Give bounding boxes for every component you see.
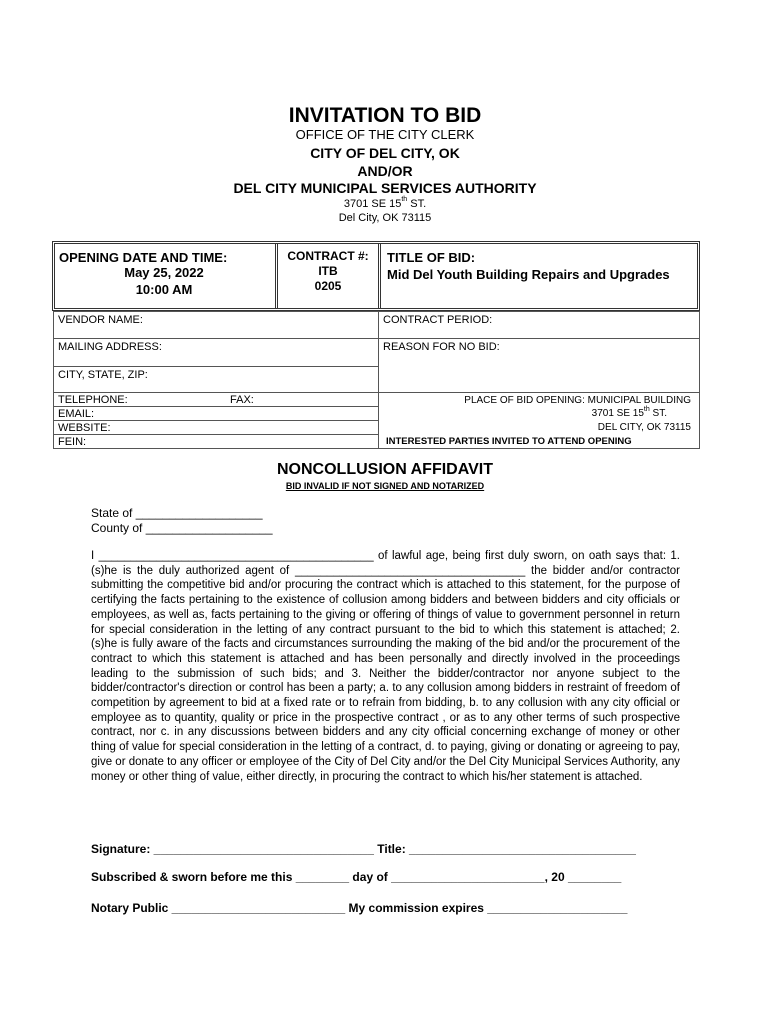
email-label: EMAIL: <box>58 408 95 420</box>
place-street <box>592 408 667 419</box>
contract-period-label: CONTRACT PERIOD: <box>383 314 493 326</box>
street-address-post: ST. <box>407 198 427 210</box>
website-label: WEBSITE: <box>58 422 111 434</box>
bid-info-box <box>52 241 700 311</box>
affidavit-body: I ___________________________________________ of lawful age, being first duly sworn, on oath says that: 1. (s)he is the duly authorized agent of ____________________________________ the bidder and/or contractor submitting the competitive bid and/or procuring the contract which is attached to this statement, for the purpose of certifying the facts pertaining to the existence of collusion among bidders and between bidders and city officials or employees, as well as, facts pertaining to the giving or offering of things of value to government personnel in return for special consideration in the letting of any contract pursuant to the bid to which this statement is attached; 2. (s)he is fully aware of the facts and circumstances surrounding the making of the bid and/or the procurement of the contract to which this statement is attached and has been personally and directly involved in the proceedings leading to the submission of such bids; and 3. Neither the bidder/contractor nor anyone subject to the bidder/contractor's direction or control has been a party; a. to any collusion among bidders in restraint of freedom of competition by agreement to bid at a fixed rate or to refrain from bidding, b. to any collusion with any city official or employee as to quantity, quality or price in the prospective contract , or as to any other terms of such prospective contract, nor c. in any discussions between bidders and any city official concerning exchange of money or other thing of value for special consideration in the letting of a contract, d. to paying, giving or donating or agreeing to pay, give or donate to any officer or employee of the City of Del City and/or the Del City Municipal Services Authority, any money or other thing of value, either directly, in procuring the contract to which his/her statement is attached. <box>91 550 680 783</box>
document-title: INVITATION TO BID <box>288 104 482 127</box>
place-of-bid-opening <box>378 392 700 449</box>
interested-parties: INTERESTED PARTIES INVITED TO ATTEND OPENING <box>386 436 632 447</box>
reason-no-bid-label: REASON FOR NO BID: <box>383 341 500 353</box>
box-divider <box>378 244 381 308</box>
and-or-text: AND/OR <box>357 163 413 179</box>
state-of-line: State of ___________________ <box>91 506 263 520</box>
opening-date-value: May 25, 2022 <box>124 265 204 280</box>
reason-no-bid-field[interactable] <box>378 338 700 393</box>
street-address-pre: 3701 SE 15 <box>343 198 402 210</box>
place-city: DEL CITY, OK 73115 <box>597 422 691 433</box>
telephone-label: TELEPHONE: <box>58 394 128 406</box>
email-field[interactable] <box>53 406 379 421</box>
city-state-zip-label: CITY, STATE, ZIP: <box>58 369 148 381</box>
county-of-line: County of ___________________ <box>91 521 273 535</box>
contract-number: 0205 <box>314 279 342 293</box>
vendor-name-label: VENDOR NAME: <box>58 314 143 326</box>
vendor-name-field[interactable] <box>53 311 379 339</box>
mailing-address-label: MAILING ADDRESS: <box>58 341 162 353</box>
title-of-bid-value: Mid Del Youth Building Repairs and Upgrades <box>387 267 670 282</box>
authority-name: DEL CITY MUNICIPAL SERVICES AUTHORITY <box>233 180 537 196</box>
contract-period-field[interactable] <box>378 311 700 339</box>
fein-label: FEIN: <box>58 436 87 448</box>
city-state-zip-field[interactable] <box>53 366 379 393</box>
notary-line: Notary Public __________________________ My commission expires _____________________ <box>91 901 628 915</box>
office-name: OFFICE OF THE CITY CLERK <box>295 127 475 142</box>
telephone-field[interactable] <box>53 392 379 407</box>
street-address <box>0 198 770 210</box>
opening-time-value: 10:00 AM <box>135 282 193 297</box>
contract-type: ITB <box>318 264 338 278</box>
place-street-pre: 3701 SE 15 <box>591 408 644 419</box>
place-street-post: ST. <box>649 408 667 419</box>
city-name: CITY OF DEL CITY, OK <box>310 145 460 161</box>
fein-field[interactable] <box>53 434 379 449</box>
signature-line: Signature: _________________________________ Title: __________________________________ <box>91 842 636 856</box>
street-address-sup: th <box>401 196 408 203</box>
fax-label: FAX: <box>230 394 254 406</box>
mailing-address-field[interactable] <box>53 338 379 367</box>
opening-date-label: OPENING DATE AND TIME: <box>59 250 228 265</box>
place-label: PLACE OF BID OPENING: MUNICIPAL BUILDING <box>464 395 691 406</box>
place-street-sup: th <box>643 406 650 413</box>
website-field[interactable] <box>53 420 379 435</box>
contract-label: CONTRACT #: <box>287 249 369 263</box>
affidavit-subtitle: BID INVALID IF NOT SIGNED AND NOTARIZED <box>285 481 485 491</box>
sworn-line: Subscribed & sworn before me this ________ day of _______________________, 20 ________ <box>91 870 622 884</box>
city-state-zip: Del City, OK 73115 <box>338 212 432 224</box>
affidavit-title: NONCOLLUSION AFFIDAVIT <box>277 461 493 478</box>
title-of-bid-label: TITLE OF BID: <box>387 250 476 265</box>
